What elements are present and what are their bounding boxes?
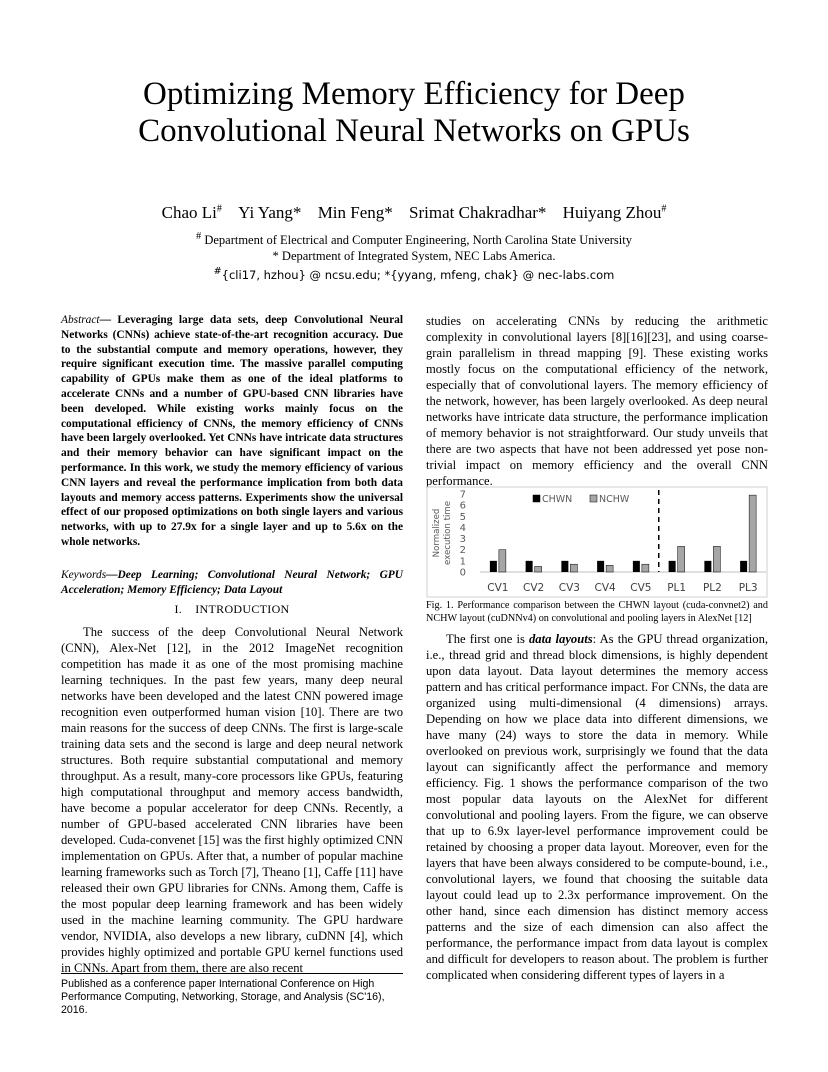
bar-nchw: [749, 495, 756, 572]
author: Min Feng*: [317, 203, 393, 222]
bar-nchw: [570, 564, 577, 572]
y-tick-label: 0: [459, 567, 466, 579]
figure-1-chart: [426, 486, 768, 598]
keywords-label: Keywords: [61, 569, 107, 581]
paper-title: [60, 76, 768, 150]
y-tick-label: 7: [459, 489, 466, 501]
y-tick-label: 6: [459, 500, 466, 512]
author: Chao Li#: [161, 203, 222, 222]
author: Srimat Chakradhar*: [409, 203, 547, 222]
abstract: [61, 313, 403, 550]
y-tick-label: 2: [459, 545, 466, 557]
footnote: Published as a conference paper International Conference on High Performance Computing, Networking, Storage, and Analysis (SC'16), 2016.: [61, 978, 385, 1016]
keywords: [61, 568, 403, 598]
y-axis-label: execution time: [443, 500, 453, 566]
keywords-text: —Deep Learning; Convolutional Neural Network; GPU Acceleration; Memory Efficiency; Data Layout: [61, 569, 403, 596]
legend-swatch-chwn: [533, 495, 540, 502]
author: Yi Yang*: [238, 203, 302, 222]
y-axis-label: Normalized: [432, 508, 442, 558]
bar-chwn: [526, 561, 533, 572]
bar-chwn: [669, 561, 676, 572]
abstract-label: Abstract: [61, 314, 100, 326]
x-tick-label: PL1: [667, 582, 687, 594]
y-tick-label: 5: [459, 511, 466, 523]
introduction-text: The success of the deep Convolutional Neural Network (CNN), Alex-Net [12], in the 2012 ImageNet recognition competition has made it as one of the most promising machine learning techniques. In the past few years, many deep neural networks have been developed and the latest CNN powered image recognition even outperformed human vision [10]. There are two main reasons for the success of deep CNNs. The first is large-scale training data sets and the second is large and deep neural network structures. Both require substantial computational and memory throughput. As a result, many-core processors like GPUs, featuring high computational throughput and memory access bandwidth, have become a popular accelerator for deep CNNs. Recently, a number of GPU-based accelerated CNN libraries have been developed. Cuda-convenet [15] was the first highly optimized CNN implementation on GPUs. After that, a number of popular machine learning frameworks such as Torch [7], Theano [1], Caffe [11] have released their own GPU libraries for CNNs. Among them, Caffe is the most popular deep learning framework and has been widely used in the machine learning community. The GPU hardware vendor, NVIDIA, also develops a new library, cuDNN [4], which provides highly optimized and portable GPU kernel functions used in CNNs. Apart from them, there are also recent: [61, 625, 403, 975]
y-tick-label: 4: [459, 522, 466, 534]
bar-nchw: [535, 566, 542, 572]
x-tick-label: CV5: [630, 582, 652, 594]
abstract-text: — Leveraging large data sets, deep Convolutional Neural Networks (CNNs) achieve state-of-the-art recognition accuracy. Due to the substantial compute and memory operations, however, they require significant execution time. The massive parallel computing capability of GPUs make them as one of the ideal platforms to accelerate CNNs and a number of GPU-based CNN libraries have been developed. While existing works mainly focus on the computational efficiency of CNNs, the memory efficiency of CNNs have been largely overlooked. Yet CNNs have intricate data structures and their memory behavior can have significant impact on the performance. In this work, we study the memory efficiency of various CNN layers and reveal the performance implication from both data layouts and memory access patterns. Experiments show the universal effect of our proposed optimizations on both single layers and various networks, with up to 27.9x for a single layer and up to 5.6x on the whole networks.: [61, 314, 403, 548]
affiliation-ncsu: # Department of Electrical and Computer Engineering, North Carolina State University: [196, 231, 632, 248]
bar-nchw: [606, 565, 613, 572]
right-column-text-top: studies on accelerating CNNs by reducing the arithmetic complexity in convolutional layers [8][16][23], and using coarse-grain parallelism in thread mapping [9]. These existing works mostly focus on the computational efficiency of the network, especially that of convolutional layers. The memory efficiency of the network, however, has been largely overlooked. As deep neural networks have intricate data structure, the performance implication of memory behavior is not straightforward. Our study unveils that there are two aspects that have not been addressed yet pose non-trivial impact on memory efficiency and the overall CNN performance.: [426, 314, 768, 488]
title-line-1: Optimizing Memory Efficiency for Deep: [143, 76, 685, 112]
author-list: [60, 203, 768, 223]
data-layouts-term: data layouts: [529, 632, 593, 646]
bar-chwn: [597, 561, 604, 572]
bar-chwn: [633, 561, 640, 572]
chart-frame: [427, 487, 767, 597]
bar-chwn: [490, 561, 497, 572]
x-tick-label: CV4: [594, 582, 616, 594]
x-tick-label: CV2: [523, 582, 545, 594]
affiliation-nec: * Department of Integrated System, NEC Labs America.: [272, 249, 556, 263]
bar-nchw: [678, 546, 685, 572]
x-tick-label: PL2: [702, 582, 722, 594]
section-heading: I. INTRODUCTION: [174, 602, 290, 616]
legend-swatch-nchw: [590, 495, 597, 502]
bar-chwn: [704, 561, 711, 572]
bar-nchw: [642, 564, 649, 572]
x-tick-label: PL3: [738, 582, 758, 594]
y-tick-label: 1: [459, 556, 466, 568]
bar-nchw: [713, 546, 720, 572]
figure-1-caption: Fig. 1. Performance comparison between the CHWN layout (cuda-convnet2) and NCHW layout (cuDNNv4) on convolutional and pooling layers in AlexNet [12]: [426, 600, 768, 624]
title-line-2: Convolutional Neural Networks on GPUs: [138, 113, 690, 149]
bar-chwn: [740, 561, 747, 572]
legend-label-chwn: CHWN: [542, 494, 573, 505]
legend-label-nchw: NCHW: [599, 494, 630, 505]
footnote-rule: [61, 973, 403, 974]
bar-chwn: [561, 561, 568, 572]
y-tick-label: 3: [459, 534, 466, 546]
bar-nchw: [499, 550, 506, 572]
x-tick-label: CV1: [487, 582, 509, 594]
author: Huiyang Zhou#: [562, 203, 667, 222]
right-column-text-bottom: The first one is data layouts: As the GPU thread organization, i.e., thread grid and thread block dimensions, is highly dependent upon data layout. Data layout determines the memory access pattern and has critical performance impact. For CNNs, the data are organized using multi-dimensional (4 dimensions) arrays. Depending on how we place data into different dimensions, we have many (24) ways to store the data in memory. While overlooked on previous work, surprisingly we found that the data layout can significantly affect the performance and memory efficiency. Fig. 1 shows the performance comparison of the two most popular data layouts on the AlexNet for different convolutional and pooling layers. From the figure, we can observe that up to 6.9x layer-level performance improvement could be retained by choosing a proper data layout. Moreover, even for the layers that have been always considered to be compute-bound, i.e., convolutional layers, we found that choosing the suitable data layout could lead up to 2.3x performance improvement. On the other hand, since each dimension has distinct memory access patterns and the size of each dimension can also affect the performance, the performance impact from data layout is complex and difficult for developers to reason about. The problem is further complicated when considering different types of layers in a: [426, 632, 769, 982]
author-emails: #{cli17, hzhou} @ ncsu.edu; *{yyang, mfeng, chak} @ nec-labs.com: [213, 266, 615, 282]
x-tick-label: CV3: [558, 582, 580, 594]
